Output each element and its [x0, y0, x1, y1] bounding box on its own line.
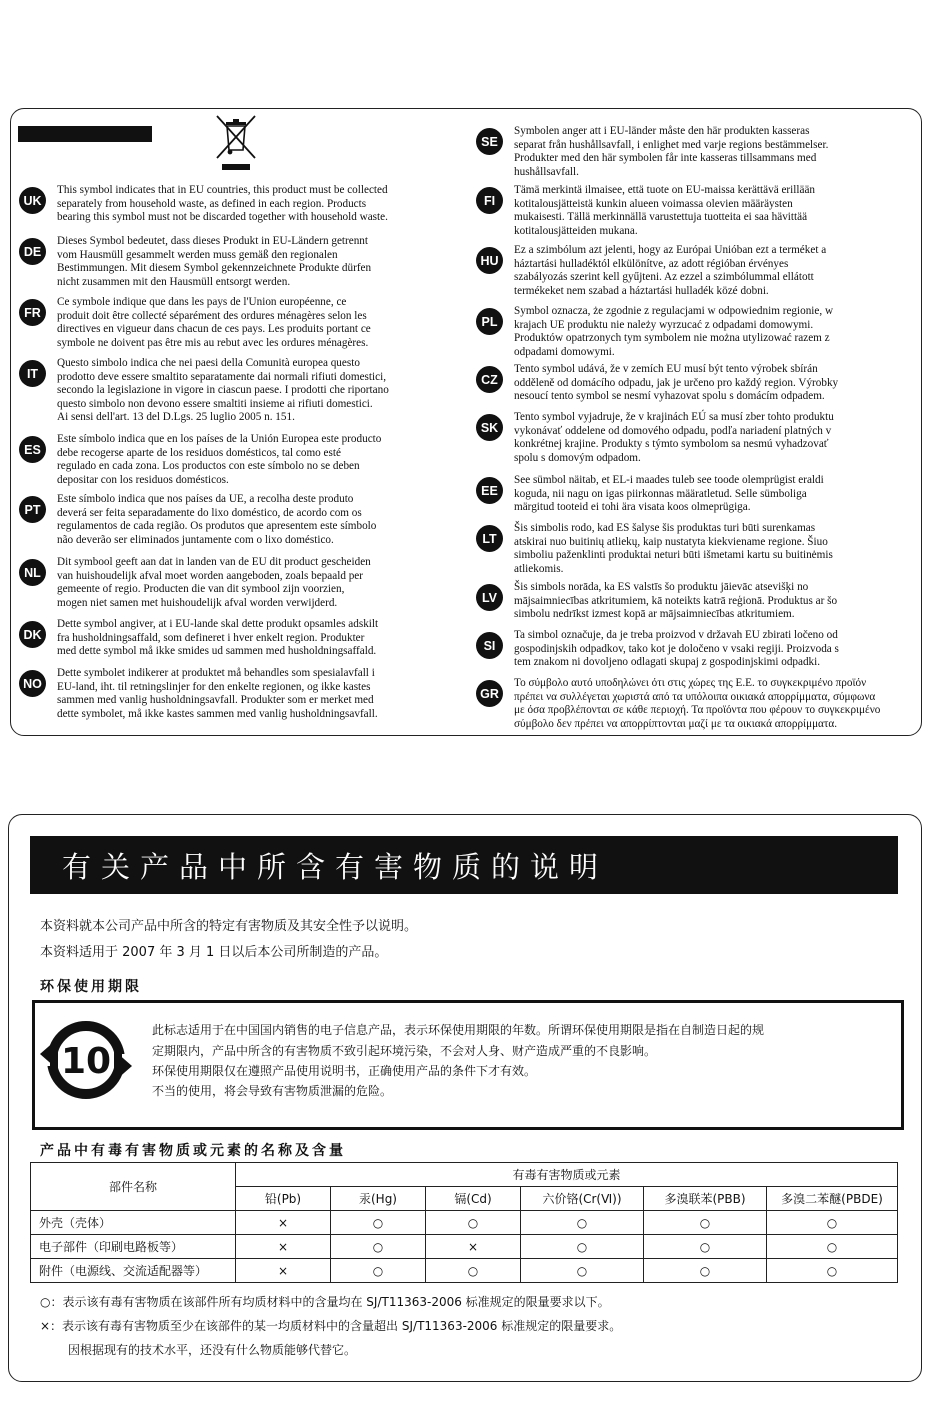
- weee-text-uk: This symbol indicates that in EU countries, this product must be collected separately from household waste, as defined in each region. Products bearing this symbol must not be discarded together with household waste.: [57, 184, 388, 224]
- part-name: 附件（电源线、交流适配器等）: [31, 1259, 236, 1283]
- ep-heading: 环保使用期限: [40, 979, 142, 995]
- col-header-cr6: 六价铬(Cr(Ⅵ)): [521, 1187, 644, 1211]
- table-cell: ×: [236, 1235, 331, 1259]
- lang-badge-es: ES: [19, 436, 46, 463]
- weee-text-si: Ta simbol označuje, da je treba proizvod v državah EU zbirati ločeno od gospodinjskih odpadkov, tako kot je določeno v vsaki regiji. Proizvoda s tem znakom ni dovoljeno odlagati skupaj z gospodinjskimi odpadki.: [514, 629, 839, 669]
- col-header-pb: 铅(Pb): [236, 1187, 331, 1211]
- lang-badge-pl: PL: [476, 308, 503, 335]
- lang-badge-cz: CZ: [476, 366, 503, 393]
- lang-badge-sk: SK: [476, 414, 503, 441]
- note-reason: 因根据现有的技术水平，还没有什么物质能够代替它。: [68, 1343, 357, 1357]
- note-cross: ×：表示该有毒有害物质至少在该部件的某一均质材料中的含量超出 SJ/T11363-2006 标准规定的限量要求。: [40, 1319, 622, 1333]
- weee-text-cz: Tento symbol udává, že v zemích EU musí být tento výrobek sbírán odděleně od domácího odpadu, jak je určeno pro každý region. Výrobky nesoucí tento symbol se nesmí vyhazovat spolu s domácím odpadem.: [514, 363, 839, 403]
- weee-text-hu: Ez a szimbólum azt jelenti, hogy az Európai Unióban ezt a terméket a háztartási hulladéktól elkülönítve, az adott régióban érvényes szabályozás szerint kell gyűjteni. Az ezzel a szimbólummal ellátott termékeket nem szabad a háztartási hulladék közé dobni.: [514, 244, 827, 297]
- crossed-out-wheelie-bin-icon: [214, 114, 258, 172]
- ep-line-4: 不当的使用，将会导致有害物质泄漏的危险。: [152, 1084, 393, 1098]
- lang-badge-si: SI: [476, 632, 503, 659]
- table-cell: ○: [521, 1259, 644, 1283]
- weee-label-bar: [18, 126, 152, 142]
- weee-text-lv: Šis simbols norāda, ka ES valstīs šo produktu jāievāc atsevišķi no mājsaimniecības atkritumiem, kā noteikts katrā reģionā. Produktus ar šo simbolu nedrīkst izmest kopā ar mājsaimniecības atkritumiem.: [514, 581, 838, 621]
- lang-badge-gr: GR: [476, 680, 503, 707]
- weee-text-es: Este símbolo indica que en los países de la Unión Europea este producto debe recogerse aparte de los residuos domésticos, tal como esté regulado en cada zona. Los productos con este símbolo no se deben depositar con los residuos domésticos.: [57, 433, 382, 486]
- page-title: 有关产品中所含有害物质的说明: [30, 836, 898, 894]
- ep-line-3: 环保使用期限仅在遵照产品使用说明书，正确使用产品的条件下才有效。: [152, 1064, 537, 1078]
- table-cell: ○: [644, 1211, 767, 1235]
- table-cell: ×: [426, 1235, 521, 1259]
- weee-text-sk: Tento symbol vyjadruje, že v krajinách EÚ sa musí zber tohto produktu vykonávať oddelene od domového odpadu, podľa nariadení platných v konkrétnej krajine. Produkty s týmto symbolom sa nesmú vyhadzovať spolu s domovým odpadom.: [514, 411, 834, 464]
- weee-text-fr: Ce symbole indique que dans les pays de l'Union européenne, ce produit doit être collecté séparément des ordures ménagères selon les directives en vigueur dans chacun de ces pays. Les produits portant ce symbole ne doivent pas être mis au rebut avec les ordures ménagères.: [57, 296, 371, 349]
- table-heading: 产品中有毒有害物质或元素的名称及含量: [40, 1143, 346, 1159]
- weee-text-no: Dette symbolet indikerer at produktet må behandles som spesialavfall i EU-land, iht. til retningslinjer for den enkelte regionen, og ikke kastes sammen med vanlig husholdningsavfall. Produkter som er merket med dette symbolet, må ikke kastes sammen med vanlig husholdningsavfall.: [57, 667, 378, 720]
- weee-text-fi: Tämä merkintä ilmaisee, että tuote on EU-maissa kerättävä erillään kotitalousjätteistä kunkin alueen voimassa olevien määräysten mukaisesti. Tällä merkinnällä varustettuja tuotteita ei saa hävittää kotitalousjätteiden mukana.: [514, 184, 816, 237]
- part-name: 外壳（壳体）: [31, 1211, 236, 1235]
- intro-line-2: 本资料适用于 2007 年 3 月 1 日以后本公司所制造的产品。: [40, 945, 388, 960]
- table-cell: ○: [331, 1211, 426, 1235]
- weee-text-nl: Dit symbool geeft aan dat in landen van de EU dit product gescheiden van huishoudelijk afval moet worden aangeboden, zoals bepaald per gemeente of regio. Producten die van dit symbool zijn voorzien, mogen niet samen met huishoudelijk afval worden verwijderd.: [57, 556, 371, 609]
- table-row: [31, 1259, 898, 1283]
- lang-badge-it: IT: [19, 360, 46, 387]
- lang-badge-no: NO: [19, 670, 46, 697]
- ep-line-1: 此标志适用于在中国国内销售的电子信息产品，表示环保使用期限的年数。所谓环保使用期限是指在自制造日起的规: [152, 1023, 765, 1037]
- table-cell: ○: [521, 1211, 644, 1235]
- weee-text-it: Questo simbolo indica che nei paesi della Comunità europea questo prodotto deve essere smaltito separatamente dai normali rifiuti domestici, secondo la legislazione in vigore in ciascun paese. I prodotti che riportano questo simbolo non devono essere smaltiti insieme ai rifiuti domestici. Ai sensi dell'art. 13 del D.Lgs. 25 luglio 2005 n. 151.: [57, 357, 389, 424]
- environmental-protection-period-icon: [36, 1010, 136, 1110]
- table-cell: ○: [644, 1235, 767, 1259]
- col-header-pbde: 多溴二苯醚(PBDE): [767, 1187, 898, 1211]
- lang-badge-fi: FI: [476, 187, 503, 214]
- table-cell: ○: [644, 1259, 767, 1283]
- substance-group-header: 有毒有害物质或元素: [236, 1163, 898, 1187]
- weee-text-se: Symbolen anger att i EU-länder måste den här produkten kasseras separat från hushållsavfall, i enlighet med varje regions bestämmelser. Produkter med den här symbolen får inte kasseras tillsammans med hushållsavfall.: [514, 125, 829, 178]
- lang-badge-lv: LV: [476, 584, 503, 611]
- table-row: [31, 1235, 898, 1259]
- part-name-header: 部件名称: [31, 1163, 236, 1211]
- intro-line-1: 本资料就本公司产品中所含的特定有害物质及其安全性予以说明。: [40, 919, 418, 934]
- table-cell: ○: [521, 1235, 644, 1259]
- lang-badge-fr: FR: [19, 299, 46, 326]
- lang-badge-hu: HU: [476, 247, 503, 274]
- table-cell: ○: [767, 1235, 898, 1259]
- weee-text-ee: See sümbol näitab, et EL-i maades tuleb see toode olemprügist eraldi koguda, nii nagu on igas piirkonnas määratletud. Selle sümboliga märgitud tooteid ei tohi ära visata koos olmeprügiga.: [514, 474, 824, 514]
- weee-text-gr: Το σύμβολο αυτό υποδηλώνει ότι στις χώρες της Ε.Ε. το συγκεκριμένο προϊόν πρέπει να συλλέγεται χωριστά από τα υπόλοιπα οικιακά απορρίμματα, σύμφωνα με όσα προβλέπονται σε κάθε περιοχή. Τα προϊόντα που φέρουν το συγκεκριμένο σύμβολο δεν πρέπει να απορρίπτονται μαζί με τα οικιακά απορρίμματα.: [514, 677, 881, 730]
- weee-text-de: Dieses Symbol bedeutet, dass dieses Produkt in EU-Ländern getrennt vom Hausmüll gesammelt werden muss gemäß den regionalen Bestimmungen. Mit diesem Symbol gekennzeichnete Produkte dürfen nicht zusammen mit den Hausmüll entsorgt werden.: [57, 235, 372, 288]
- weee-text-dk: Dette symbol angiver, at i EU-lande skal dette produkt opsamles adskilt fra husholdningsaffald, som defineret i hver enkelt region. Produkter med dette symbol må ikke smides ud sammen med husholdningsaffald.: [57, 618, 379, 658]
- col-header-pbb: 多溴联苯(PBB): [644, 1187, 767, 1211]
- lang-badge-de: DE: [19, 238, 46, 265]
- lang-badge-lt: LT: [476, 525, 503, 552]
- ep-line-2: 定期限内，产品中所含的有害物质不致引起环境污染，不会对人身、财产造成严重的不良影响。: [152, 1044, 657, 1058]
- table-cell: ○: [426, 1259, 521, 1283]
- table-row: [31, 1211, 898, 1235]
- hazardous-substance-table: [30, 1162, 898, 1283]
- weee-text-lt: Šis simbolis rodo, kad ES šalyse šis produktas turi būti surenkamas atskirai nuo buitinių atliekų, kaip nustatyta kiekviename regione. Šiuo simboliu paženklinti produktai neturi būti išmetami kartu su buitinėmis atliekomis.: [514, 522, 833, 575]
- table-cell: ○: [331, 1259, 426, 1283]
- lang-badge-ee: EE: [476, 477, 503, 504]
- note-circle: ○：表示该有毒有害物质在该部件所有均质材料中的含量均在 SJ/T11363-2006 标准规定的限量要求以下。: [40, 1295, 610, 1309]
- table-cell: ○: [767, 1211, 898, 1235]
- ep-logo-number: 10: [60, 1041, 112, 1082]
- table-cell: ×: [236, 1259, 331, 1283]
- col-header-hg: 汞(Hg): [331, 1187, 426, 1211]
- table-cell: ×: [236, 1211, 331, 1235]
- part-name: 电子部件（印刷电路板等）: [31, 1235, 236, 1259]
- table-cell: ○: [426, 1211, 521, 1235]
- col-header-cd: 镉(Cd): [426, 1187, 521, 1211]
- table-cell: ○: [331, 1235, 426, 1259]
- lang-badge-nl: NL: [19, 559, 46, 586]
- weee-text-pt: Este símbolo indica que nos países da UE, a recolha deste produto deverá ser feita separadamente do lixo doméstico, de acordo com os regulamentos de cada região. Os produtos que apresentem este símbolo não deverão ser eliminados juntamente com o lixo doméstico.: [57, 493, 377, 546]
- lang-badge-se: SE: [476, 128, 503, 155]
- weee-text-pl: Symbol oznacza, że zgodnie z regulacjami w odpowiednim regionie, w krajach UE produktu nie należy wyrzucać z odpadami domowymi. Produktów opatrzonych tym symbolem nie można utylizować razem z odpadami domowymi.: [514, 305, 834, 358]
- table-cell: ○: [767, 1259, 898, 1283]
- lang-badge-uk: UK: [19, 187, 46, 214]
- lang-badge-dk: DK: [19, 621, 46, 648]
- lang-badge-pt: PT: [19, 496, 46, 523]
